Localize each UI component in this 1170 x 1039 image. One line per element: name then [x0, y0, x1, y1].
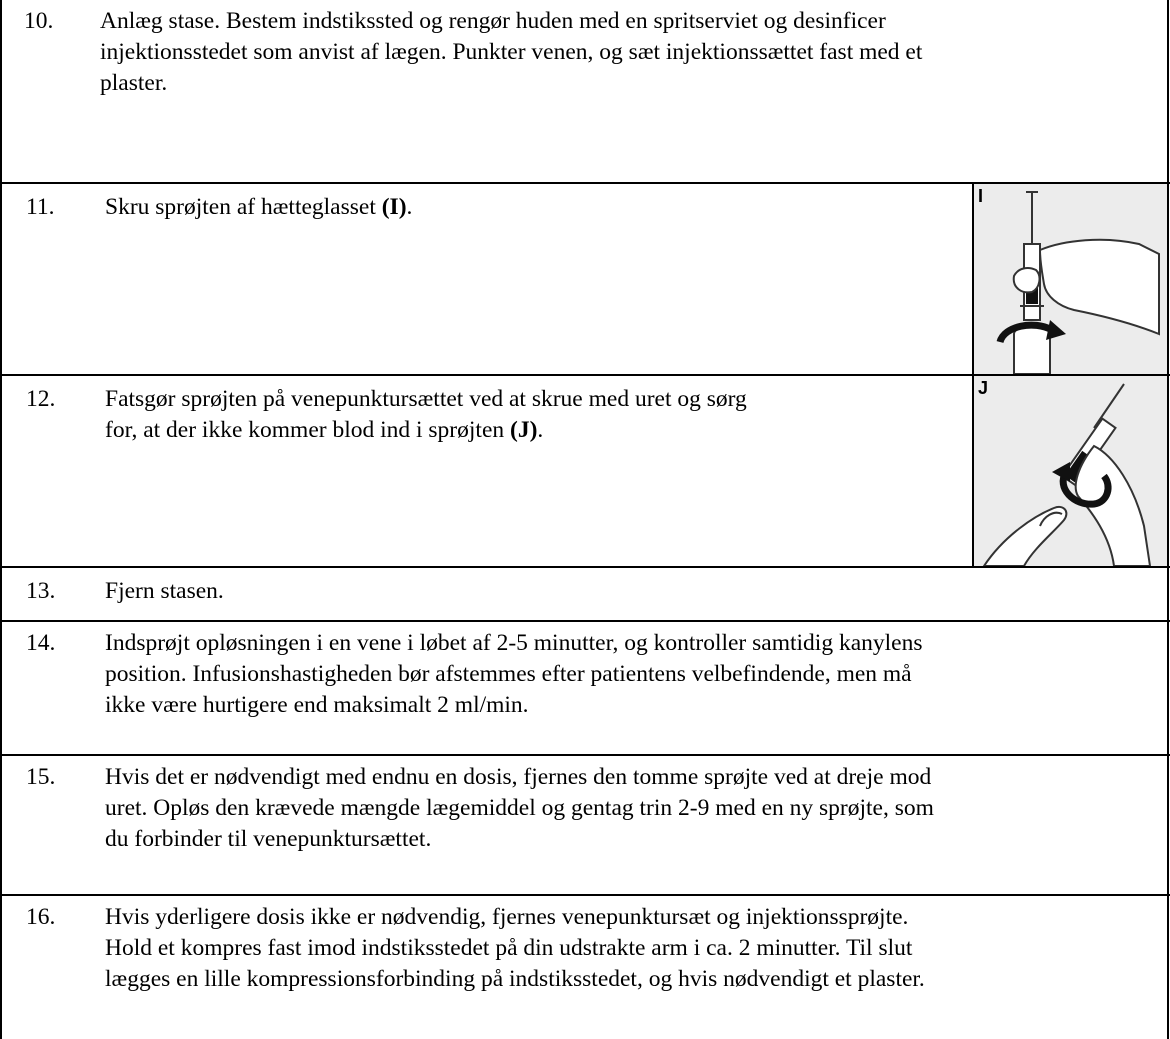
step-row-15 — [0, 756, 1169, 894]
syringe-unscrew-from-vial-illustration — [974, 184, 1167, 374]
step-number: 10. — [24, 8, 54, 34]
step-number: 11. — [26, 194, 55, 220]
step-text: Anlæg stase. Bestem indstikssted og rengør huden med en spritserviet og desinficer injektionsstedet som anvist af lægen. Punkter venen, og sæt injektionssættet fast med et plaster. — [100, 8, 923, 96]
step-number: 16. — [26, 904, 56, 930]
step-text: Skru sprøjten af hætteglasset (I). — [105, 194, 413, 220]
step-text: Fjern stasen. — [105, 578, 224, 604]
step-text: Hvis yderligere dosis ikke er nødvendig, fjernes venepunktursæt og injektionssprøjte. Hold et kompres fast imod indstiksstedet på din udstrakte arm i ca. 2 minutter. Til slut lægges en lille kompressionsforbinding på indstiksstedet, og hvis nødvendigt et plaster. — [105, 904, 925, 992]
syringe-attach-to-venipuncture-set-illustration — [974, 376, 1167, 566]
step-number: 15. — [26, 764, 56, 790]
step-number: 13. — [26, 578, 56, 604]
step-text: Hvis det er nødvendigt med endnu en dosis, fjernes den tomme sprøjte ved at dreje mod uret. Opløs den krævede mængde lægemiddel og gentag trin 2-9 med en ny sprøjte, som du forbinder til venepunktursættet. — [105, 764, 934, 852]
step-number: 12. — [26, 386, 56, 412]
step-text: Indsprøjt opløsningen i en vene i løbet af 2-5 minutter, og kontroller samtidig kanylens position. Infusionshastigheden bør afstemmes efter patientens velbefindende, men må ikke være hurtigere end maksimalt 2 ml/min. — [105, 630, 923, 718]
step-text: Fatsgør sprøjten på venepunktursættet ved at skrue med uret og sørg for, at der ikke kommer blod ind i sprøjten (J). — [105, 386, 747, 443]
figure-label: I — [978, 186, 984, 206]
step-row-14 — [0, 622, 1169, 754]
step-number: 14. — [26, 630, 56, 656]
figure-label: J — [978, 378, 989, 398]
figure-i-cell — [972, 184, 1169, 374]
figure-j-cell — [972, 376, 1169, 566]
step-row-13 — [0, 568, 1169, 620]
step-row-10 — [0, 0, 1169, 183]
step-row-16 — [0, 896, 1169, 1039]
